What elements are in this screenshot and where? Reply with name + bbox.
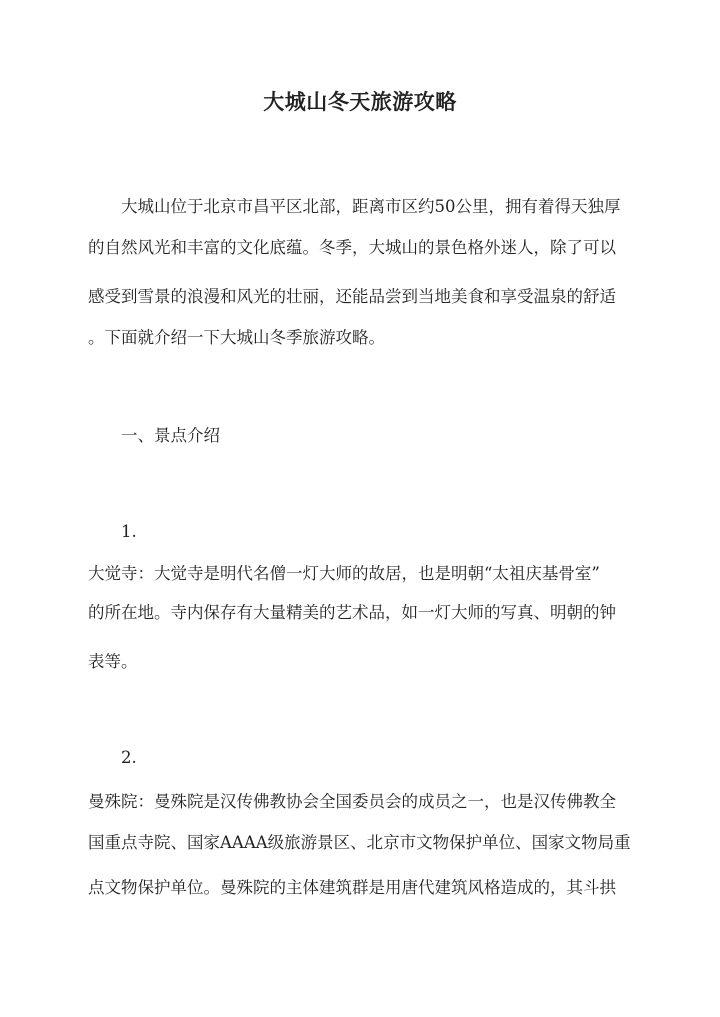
section-heading: 一、景点介绍 xyxy=(121,426,220,445)
intro-line-1: 大城山位于北京市昌平区北部，距离市区约50公里，拥有着得天独厚 xyxy=(121,197,621,216)
intro-line-3: 感受到雪景的浪漫和风光的壮丽，还能品尝到当地美食和享受温泉的舒适 xyxy=(88,287,616,306)
intro-line-2: 的自然风光和丰富的文化底蕴。冬季，大城山的景色格外迷人，除了可以 xyxy=(88,238,616,257)
item-1-line-3: 表等。 xyxy=(88,652,138,671)
item-number-2: 2. xyxy=(121,748,137,767)
intro-line-4: 。下面就介绍一下大城山冬季旅游攻略。 xyxy=(88,328,385,347)
item-2-line-3: 点文物保护单位。曼殊院的主体建筑群是用唐代建筑风格造成的，其斗拱 xyxy=(88,878,616,897)
document-title: 大城山冬天旅游攻略 xyxy=(263,89,457,114)
item-2-line-1: 曼殊院：曼殊院是汉传佛教协会全国委员会的成员之一，也是汉传佛教全 xyxy=(88,792,616,811)
item-1-line-1: 大觉寺：大觉寺是明代名僧一灯大师的故居，也是明朝“太祖庆基骨室” xyxy=(88,564,600,583)
item-1-line-2: 的所在地。寺内保存有大量精美的艺术品，如一灯大师的写真、明朝的钟 xyxy=(88,603,616,622)
item-number-1: 1. xyxy=(121,522,137,541)
item-2-line-2: 国重点寺院、国家AAAA级旅游景区、北京市文物保护单位、国家文物局重 xyxy=(88,833,631,852)
